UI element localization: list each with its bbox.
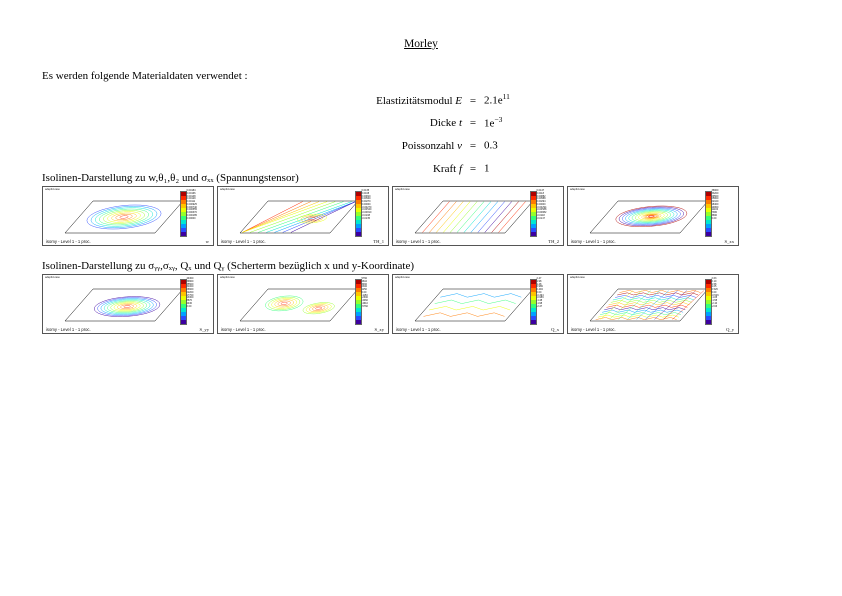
contour-plot[interactable] (217, 274, 389, 334)
legend-tick: -0.0108 (361, 213, 370, 217)
legend-tick: 29500 (711, 194, 719, 198)
section-caption-2: Isolinen-Darstellung zu σᵧᵧ,σₓᵧ, Qₓ und Qᵧ (Scherterm bezüglich x und y-Koordinate) (42, 260, 415, 272)
legend-tick: -0.00540 (361, 208, 372, 212)
legend-tick: 0.0108 (361, 191, 370, 195)
legend-tick: 0.00540 (361, 197, 371, 201)
legend-tick: -0.00810 (361, 211, 372, 214)
legend-tick: 1.48 (536, 282, 542, 286)
color-legend (705, 279, 735, 325)
legend-tick: 0.00 (186, 304, 192, 308)
material-equals: = (469, 94, 477, 107)
legend-tick: 0.000185 (186, 213, 197, 217)
plot-header: adap3d.case (220, 188, 235, 191)
plot-quantity-label: TH_2 (548, 239, 559, 244)
material-symbol: ν (457, 139, 462, 152)
material-symbol: f (458, 162, 462, 175)
material-row (340, 113, 544, 131)
plot-quantity-label: S_yy (199, 327, 209, 332)
material-row (340, 135, 544, 153)
material-exponent: −3 (494, 114, 503, 124)
legend-tick: 0.00111 (186, 200, 196, 203)
legend-labels (362, 278, 386, 324)
legend-tick: 22100 (711, 200, 719, 203)
plot-footer: isomy - Level 1 - 1 proc. (571, 239, 616, 244)
legend-tick: -1.98 (536, 301, 543, 305)
legend-tick: 0.0135 (361, 189, 370, 192)
legend-tick: 0.00 (711, 216, 717, 220)
legend-tick: 0.00000 (361, 202, 371, 206)
contour-plot[interactable] (567, 186, 739, 246)
plot-quantity-label: S_xy (374, 327, 384, 332)
plot-footer: isomy - Level 1 - 1 proc. (221, 327, 266, 332)
legend-tick: 4610 (361, 279, 368, 283)
plot-header: adap3d.case (220, 276, 235, 279)
color-legend (355, 191, 385, 237)
legend-tick: -0.00882 (536, 211, 547, 214)
color-legend (530, 191, 560, 237)
legend-tick: 0.00 (536, 290, 542, 294)
legend-tick: 0.00166 (186, 191, 196, 195)
contour-plot[interactable] (42, 274, 214, 334)
plot-quantity-label: Q_x (551, 327, 559, 332)
plot-quantity-label: S_xx (724, 239, 734, 244)
legend-tick: -2.47 (536, 304, 543, 308)
legend-tick: 36900 (711, 189, 719, 192)
legend-tick: 0.00294 (536, 200, 546, 203)
material-equals: = (469, 139, 477, 152)
material-label: Poissonzahl (401, 139, 455, 152)
legend-tick: 0.526 (711, 288, 718, 291)
legend-tick: 0.00882 (536, 194, 546, 198)
legend-tick: 1.98 (536, 279, 542, 283)
legend-tick: -0.0118 (536, 213, 545, 217)
material-row (340, 158, 544, 176)
legend-tick: -0.00294 (536, 205, 547, 209)
plot-header: adap3d.case (45, 188, 60, 191)
plot-footer: isomy - Level 1 - 1 proc. (221, 239, 266, 244)
legend-tick: 5760 (361, 277, 368, 280)
legend-tick: 17700 (186, 293, 194, 297)
material-exponent: 11 (502, 92, 510, 101)
legend-tick: 0.989 (536, 285, 543, 289)
page-title-text: Morley (404, 38, 438, 50)
legend-tick: 0.00 (361, 290, 367, 294)
legend-tick: -0.0147 (536, 216, 545, 220)
legend-tick: 26600 (186, 288, 194, 291)
intro-text: Es werden folgende Materialdaten verwendet : (42, 70, 248, 82)
plot-header: adap3d.case (570, 276, 585, 279)
legend-tick: -1.48 (536, 299, 543, 302)
legend-tick: 11100 (711, 208, 719, 212)
legend-tick: 0.00129 (186, 197, 196, 201)
legend-tick: 31000 (186, 285, 194, 289)
legend-tick: 35500 (186, 282, 194, 286)
legend-tick: 0.00000 (186, 216, 196, 220)
legend-tick: -4610 (361, 301, 368, 305)
legend-tick: 0.494 (536, 288, 543, 291)
contour-plot[interactable] (392, 274, 564, 334)
legend-tick: -0.00588 (536, 208, 547, 212)
legend-tick: 0.000370 (186, 211, 197, 214)
legend-tick: 0.0147 (536, 189, 545, 192)
material-symbol: E (455, 94, 462, 107)
legend-tick: 2.10 (711, 279, 717, 283)
material-value: 0.3 (484, 139, 498, 152)
legend-tick: -1.58 (711, 299, 718, 302)
plot-footer: isomy - Level 1 - 1 proc. (46, 239, 91, 244)
plot-footer: isomy - Level 1 - 1 proc. (571, 327, 616, 332)
plot-quantity-label: Q_y (726, 327, 734, 332)
legend-tick: 0.0118 (536, 191, 544, 195)
legend-tick: 0.00270 (361, 200, 371, 203)
legend-tick: 44300 (186, 277, 194, 280)
material-label: Elastizitätsmodul (376, 94, 453, 107)
legend-labels (362, 190, 386, 236)
plot-row-2 (42, 274, 739, 334)
legend-tick: 33200 (711, 191, 719, 195)
legend-tick: 1.58 (711, 282, 717, 286)
plot-header: adap3d.case (570, 188, 585, 191)
legend-tick: 25800 (711, 197, 719, 201)
color-legend (355, 279, 385, 325)
legend-labels (537, 190, 561, 236)
legend-tick: -0.0135 (361, 216, 370, 220)
plot-quantity-label: w (205, 239, 209, 244)
plot-footer: isomy - Level 1 - 1 proc. (396, 239, 441, 244)
material-symbol: t (458, 117, 462, 130)
legend-tick: 3460 (361, 282, 368, 286)
legend-tick: -0.00270 (361, 205, 372, 209)
plot-row-1 (42, 186, 739, 246)
legend-tick: -1150 (361, 293, 368, 297)
legend-tick: -0.494 (536, 293, 544, 297)
material-value: 1e (484, 117, 495, 130)
legend-tick: -5760 (361, 304, 368, 308)
legend-tick: 0.00588 (536, 197, 546, 201)
legend-tick: 0.000740 (186, 205, 197, 209)
material-equals: = (469, 117, 477, 130)
legend-tick: -2.10 (711, 301, 718, 305)
legend-tick: 0.00 (711, 290, 717, 294)
plot-header: adap3d.case (395, 188, 410, 191)
legend-tick: 0.00148 (186, 194, 196, 198)
legend-tick: -2.63 (711, 304, 718, 308)
plot-footer: isomy - Level 1 - 1 proc. (46, 327, 91, 332)
page-title (0, 38, 842, 50)
legend-tick: -1.05 (711, 296, 718, 300)
section-caption-1: Isolinen-Darstellung zu w,θ₁,θ₂ und σₓₓ (Spannungstensor) (42, 172, 299, 184)
legend-labels (537, 278, 561, 324)
contour-plot[interactable] (42, 186, 214, 246)
legend-tick: 0.000555 (186, 208, 197, 212)
plot-footer: isomy - Level 1 - 1 proc. (396, 327, 441, 332)
legend-tick: 2.63 (711, 277, 717, 280)
plot-quantity-label: TH_1 (373, 239, 384, 244)
material-label: Kraft (432, 162, 457, 175)
legend-tick: 0.00000 (536, 202, 546, 206)
material-equals: = (469, 162, 477, 175)
legend-tick: 0.00184 (186, 189, 196, 192)
legend-tick: 39900 (186, 279, 194, 283)
legend-tick: 2300 (361, 285, 368, 289)
color-legend (180, 279, 210, 325)
legend-tick: -3460 (361, 299, 368, 302)
color-legend (530, 279, 560, 325)
material-value: 2.1e (484, 94, 503, 107)
legend-tick: 3690 (711, 213, 718, 217)
plot-header: adap3d.case (395, 276, 410, 279)
legend-tick: 22200 (186, 290, 194, 294)
legend-tick: -2300 (361, 296, 368, 300)
legend-labels (187, 190, 211, 236)
legend-tick: 1.05 (711, 285, 717, 289)
legend-labels (712, 278, 736, 324)
material-value: 1 (484, 162, 490, 175)
material-row (340, 90, 544, 108)
legend-tick: 2.47 (536, 277, 542, 280)
legend-tick: 0.00810 (361, 194, 371, 198)
material-data-table (340, 90, 544, 181)
legend-tick: 7380 (711, 211, 718, 214)
legend-tick: 0.000925 (186, 202, 197, 206)
material-label: Dicke (429, 117, 457, 130)
legend-labels (712, 190, 736, 236)
legend-tick: -0.989 (536, 296, 544, 300)
legend-labels (187, 278, 211, 324)
plot-header: adap3d.case (45, 276, 60, 279)
legend-tick: -0.526 (711, 293, 719, 297)
color-legend (705, 191, 735, 237)
legend-tick: 8870 (186, 299, 193, 302)
legend-tick: 14800 (711, 205, 719, 209)
color-legend (180, 191, 210, 237)
legend-tick: 18400 (711, 202, 719, 206)
contour-plot[interactable] (217, 186, 389, 246)
legend-tick: 4430 (186, 301, 193, 305)
legend-tick: 13300 (186, 296, 194, 300)
legend-tick: 1150 (361, 288, 367, 291)
contour-plot[interactable] (567, 274, 739, 334)
contour-plot[interactable] (392, 186, 564, 246)
